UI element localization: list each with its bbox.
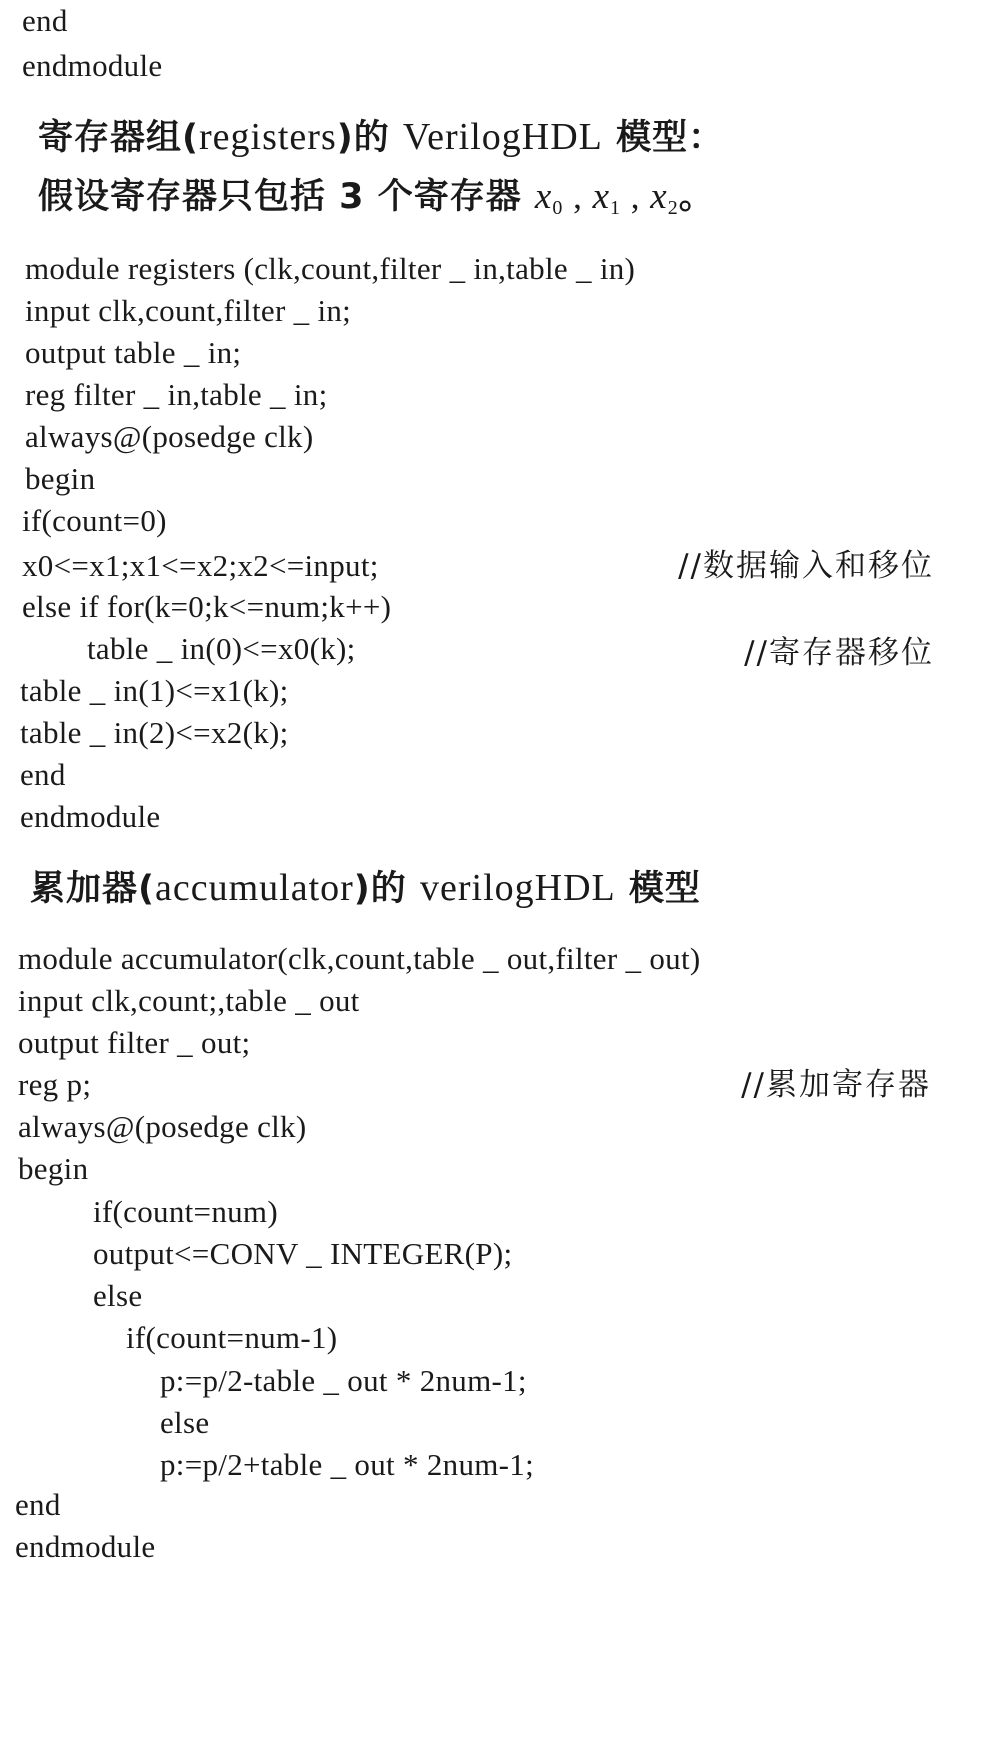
- heading-text: 寄存器组(: [38, 118, 199, 158]
- code-line-end: end: [22, 3, 68, 38]
- code-line: output table _ in;: [25, 335, 242, 370]
- code-line: module registers (clk,count,filter _ in,table _ in): [25, 251, 636, 286]
- heading-text: 模型: [615, 869, 701, 909]
- code-line: always@(posedge clk): [18, 1109, 307, 1144]
- heading-text: 模型：: [602, 118, 725, 158]
- heading-latin: VerilogHDL: [402, 116, 603, 158]
- code-comment: //寄存器移位: [744, 635, 934, 671]
- code-line: else: [93, 1278, 143, 1313]
- code-comment: //累加寄存器: [741, 1067, 931, 1103]
- code-comment: //数据输入和移位: [678, 548, 934, 584]
- code-line: input clk,count,filter _ in;: [25, 293, 352, 328]
- code-line: table _ in(0)<=x0(k);: [87, 631, 356, 666]
- heading-text: )的: [336, 118, 403, 158]
- heading-latin: verilogHDL: [419, 867, 616, 909]
- code-line-endmodule: endmodule: [22, 48, 163, 83]
- var-x: x: [592, 176, 611, 217]
- subscript: 0: [552, 197, 564, 219]
- code-line: module accumulator(clk,count,table _ out,filter _ out): [18, 941, 701, 976]
- code-line: table _ in(1)<=x1(k);: [20, 673, 289, 708]
- code-line: input clk,count;,table _ out: [18, 983, 360, 1018]
- subscript: 1: [610, 197, 622, 219]
- code-line: p:=p/2+table _ out * 2num-1;: [160, 1447, 534, 1482]
- accumulator-heading: [30, 866, 701, 911]
- code-line: begin: [18, 1151, 89, 1186]
- subscript: 2: [667, 197, 679, 219]
- code-line: if(count=num): [93, 1194, 278, 1229]
- code-line: reg p;: [18, 1067, 92, 1102]
- heading-text: )的: [353, 869, 420, 909]
- code-line: else if for(k=0;k<=num;k++): [22, 589, 392, 624]
- code-line: end: [20, 757, 66, 792]
- assumption-text: 假设寄存器只包括 3 个寄存器: [38, 177, 535, 217]
- code-line: p:=p/2-table _ out * 2num-1;: [160, 1363, 527, 1398]
- var-x: x: [650, 176, 668, 217]
- code-line: always@(posedge clk): [25, 419, 314, 454]
- code-line: end: [15, 1487, 61, 1522]
- code-line: reg filter _ in,table _ in;: [25, 377, 328, 412]
- code-line: output filter _ out;: [18, 1025, 251, 1060]
- heading-latin: registers: [199, 116, 337, 158]
- code-line: if(count=num-1): [126, 1320, 338, 1355]
- code-line: else: [160, 1405, 210, 1440]
- var-x: x: [534, 176, 553, 217]
- code-line: begin: [25, 461, 96, 496]
- code-line: if(count=0): [22, 503, 167, 538]
- assumption-end: 。: [678, 177, 715, 217]
- heading-latin: accumulator: [155, 867, 354, 909]
- heading-text: 累加器(: [30, 869, 155, 909]
- registers-heading: [38, 115, 724, 160]
- code-line: x0<=x1;x1<=x2;x2<=input;: [22, 548, 379, 583]
- code-line: table _ in(2)<=x2(k);: [20, 715, 289, 750]
- code-line: endmodule: [20, 799, 161, 834]
- registers-assumption: 假设寄存器只包括 3 个寄存器 $x_0$ , $x_1$ , $x_2$。: [38, 176, 715, 219]
- code-line: output<=CONV _ INTEGER(P);: [93, 1236, 513, 1271]
- code-line: endmodule: [15, 1529, 156, 1564]
